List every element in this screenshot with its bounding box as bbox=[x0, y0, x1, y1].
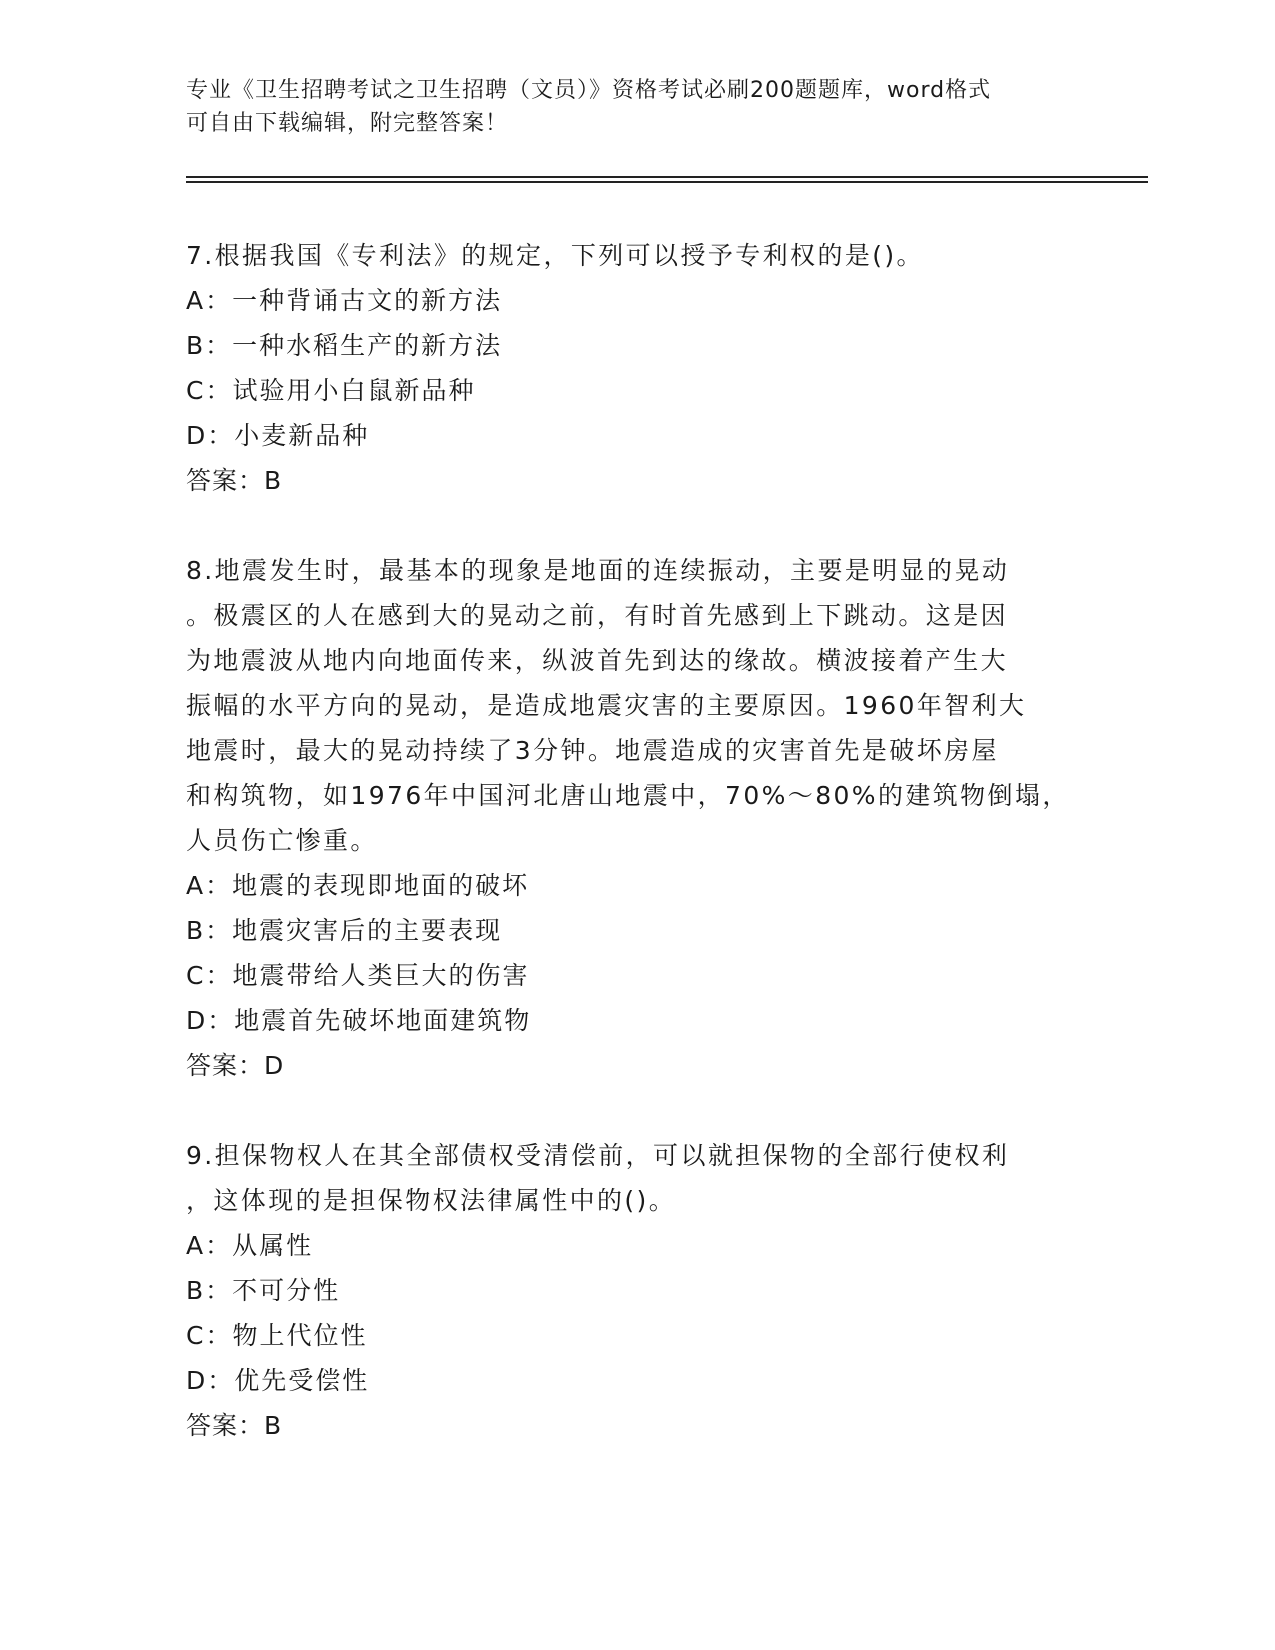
question-8 bbox=[186, 548, 1070, 1088]
option-b: B：不可分性 bbox=[186, 1276, 341, 1305]
question-stem: 为地震波从地内向地面传来，纵波首先到达的缘故。横波接着产生大 bbox=[186, 646, 1009, 675]
question-stem: 7.根据我国《专利法》的规定，下列可以授予专利权的是()。 bbox=[186, 241, 924, 270]
question-stem: ，这体现的是担保物权法律属性中的()。 bbox=[186, 1186, 677, 1215]
option-b: B：一种水稻生产的新方法 bbox=[186, 331, 503, 360]
option-b: B：地震灾害后的主要表现 bbox=[186, 916, 503, 945]
answer-label: 答案：B bbox=[186, 1411, 283, 1440]
document-header bbox=[186, 74, 1066, 140]
question-stem: 8.地震发生时，最基本的现象是地面的连续振动，主要是明显的晃动 bbox=[186, 556, 1010, 585]
question-stem: 人员伤亡惨重。 bbox=[186, 826, 378, 855]
question-7 bbox=[186, 233, 1066, 503]
question-stem: 。极震区的人在感到大的晃动之前，有时首先感到上下跳动。这是因 bbox=[186, 601, 1009, 630]
question-stem: 地震时，最大的晃动持续了3分钟。地震造成的灾害首先是破坏房屋 bbox=[186, 736, 999, 765]
question-stem: 和构筑物，如1976年中国河北唐山地震中，70%～80%的建筑物倒塌， bbox=[186, 781, 1070, 810]
header-divider-top bbox=[186, 176, 1148, 178]
option-d: D：地震首先破坏地面建筑物 bbox=[186, 1006, 532, 1035]
option-d: D：小麦新品种 bbox=[186, 421, 370, 450]
header-line: 专业《卫生招聘考试之卫生招聘（文员）》资格考试必刷200题题库，word格式 bbox=[186, 78, 992, 103]
option-d: D：优先受偿性 bbox=[186, 1366, 370, 1395]
header-divider-bottom bbox=[186, 181, 1148, 183]
question-stem: 振幅的水平方向的晃动，是造成地震灾害的主要原因。1960年智利大 bbox=[186, 691, 1027, 720]
answer-label: 答案：B bbox=[186, 466, 283, 495]
question-list bbox=[186, 233, 1070, 1493]
question-9 bbox=[186, 1133, 1066, 1448]
answer-label: 答案：D bbox=[186, 1051, 285, 1080]
option-a: A：地震的表现即地面的破坏 bbox=[186, 871, 530, 900]
option-a: A：一种背诵古文的新方法 bbox=[186, 286, 503, 315]
header-line: 可自由下载编辑，附完整答案！ bbox=[186, 111, 509, 136]
option-c: C：地震带给人类巨大的伤害 bbox=[186, 961, 530, 990]
question-stem: 9.担保物权人在其全部债权受清偿前，可以就担保物的全部行使权利 bbox=[186, 1141, 1010, 1170]
option-c: C：物上代位性 bbox=[186, 1321, 368, 1350]
option-c: C：试验用小白鼠新品种 bbox=[186, 376, 476, 405]
option-a: A：从属性 bbox=[186, 1231, 314, 1260]
